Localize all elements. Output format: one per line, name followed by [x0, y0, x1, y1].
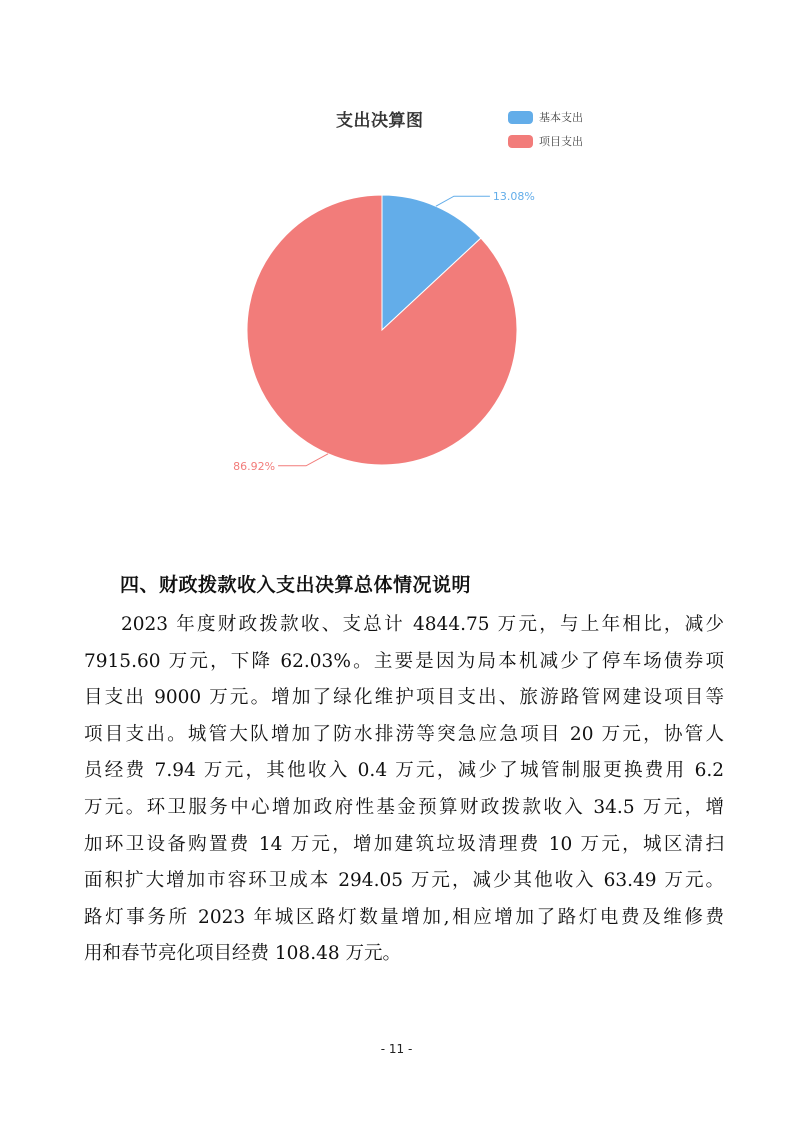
paragraph-line: 路灯事务所 2023 年城区路灯数量增加,相应增加了路灯电费及维修费 [84, 906, 724, 928]
pie-data-label-0: 13.08% [492, 190, 535, 204]
pie-leader-line-1 [278, 454, 328, 466]
paragraph-line: 员经费 7.94 万元，其他收入 0.4 万元，减少了城管制服更换费用 6.2 [84, 760, 724, 782]
expenditure-pie-chart [0, 0, 793, 520]
paragraph-line: 2023 年度财政拨款收、支总计 4844.75 万元，与上年相比，减少 [121, 614, 724, 635]
paragraph-line: 加环卫设备购置费 14 万元，增加建筑垃圾清理费 10 万元，城区清扫 [84, 833, 724, 855]
paragraph-line: 万元。环卫服务中心增加政府性基金预算财政拨款收入 34.5 万元，增 [84, 796, 724, 818]
body-paragraph [84, 607, 724, 973]
legend-label-project-expenditure: 项目支出 [539, 135, 583, 148]
paragraph-line: 面积扩大增加市容环卫成本 294.05 万元，减少其他收入 63.49 万元。 [84, 870, 724, 892]
legend-label-basic-expenditure: 基本支出 [539, 111, 583, 124]
pie-svg [0, 0, 793, 520]
paragraph-line: 目支出 9000 万元。增加了绿化维护项目支出、旅游路管网建设项目等 [84, 687, 724, 709]
chart-title: 支出决算图 [336, 111, 424, 131]
paragraph-line: 7915.60 万元，下降 62.03%。主要是因为局本机减少了停车场债券项 [84, 650, 724, 672]
page-number: - 11 - [380, 1042, 413, 1056]
pie-data-label-1: 86.92% [233, 459, 276, 473]
paragraph-line: 项目支出。城管大队增加了防水排涝等突急应急项目 20 万元，协管人 [84, 723, 724, 745]
paragraph-line: 用和春节亮化项目经费 108.48 万元。 [84, 943, 401, 965]
pie-leader-line-0 [436, 196, 490, 206]
section-heading: 四、财政拨款收入支出决算总体情况说明 [120, 574, 472, 596]
